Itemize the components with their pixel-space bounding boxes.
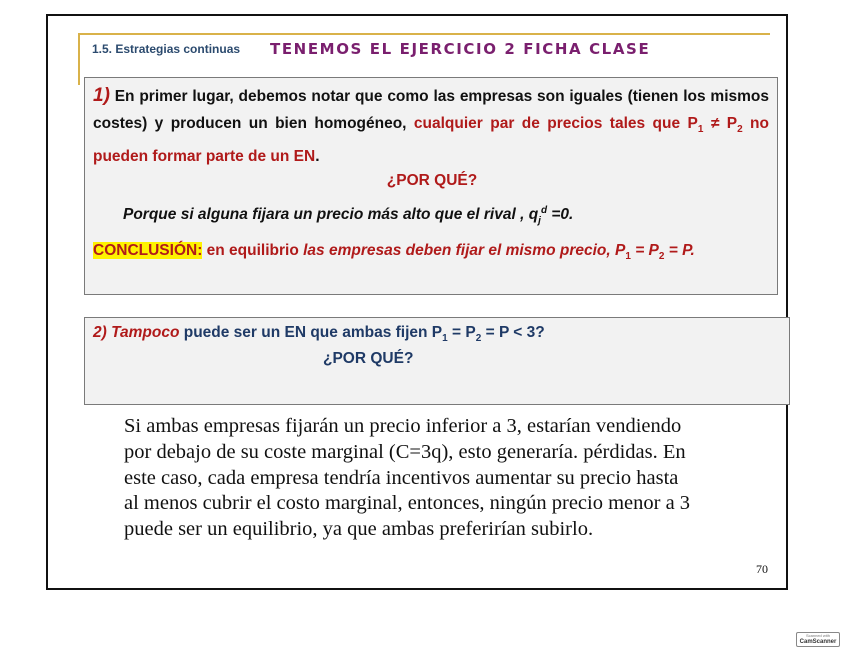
- q-italic: 2) Tampoco: [93, 324, 180, 341]
- porque-sup: d: [540, 205, 548, 216]
- explanation-box-2: [84, 317, 790, 405]
- conclusion-eq: = P: [630, 242, 659, 259]
- handwritten-note: TENEMOS EL EJERCICIO 2 FICHA CLASE: [270, 40, 651, 58]
- item-number: 1): [93, 85, 110, 106]
- badge-top: Scanned with: [805, 633, 830, 638]
- por-que-heading: ¿POR QUÉ?: [386, 172, 478, 189]
- badge-name: CamScanner: [799, 639, 837, 645]
- slide: [46, 14, 788, 590]
- paragraph-1: [93, 82, 769, 170]
- text-c: no pueden formar parte de un EN: [93, 115, 769, 166]
- explanation-box-1: [84, 77, 778, 295]
- page-number: 70: [756, 562, 768, 576]
- section-title: 1.5. Estrategias continuas: [92, 42, 241, 56]
- conclusion-b: las empresas deben fijar el mismo precio, P: [303, 242, 626, 259]
- camscanner-badge: [796, 632, 840, 647]
- porque-end: =0.: [547, 206, 574, 224]
- conclusion-label: CONCLUSIÓN:: [93, 242, 203, 259]
- conclusion-line: [93, 242, 695, 262]
- conclusion-a: en equilibrio: [202, 242, 304, 259]
- q-a: puede ser un EN que ambas fijen P: [179, 324, 443, 341]
- sub1: 1: [697, 124, 704, 136]
- conclusion-sub1: 1: [625, 251, 631, 263]
- q-eq: = P: [447, 324, 476, 341]
- conclusion-end: = P.: [664, 242, 695, 259]
- sub2: 2: [737, 124, 743, 136]
- q-sub1: 1: [442, 333, 448, 345]
- por-que-heading-2: ¿POR QUÉ?: [323, 350, 414, 367]
- conclusion-sub2: 2: [658, 251, 665, 263]
- porque-sub: j: [538, 215, 541, 227]
- text-a: En primer lugar, debemos notar que como las empresas son iguales (tienen los mismos costes) y producen un bien homogéneo,: [93, 88, 769, 132]
- answer-text: Si ambas empresas fijarán un precio inferior a 3, estarían vendiendo por debajo de su coste marginal (C=3q), esto generaría. pérdidas. En este caso, cada empresa tendría incentivos aumentar su precio hasta al menos cubrir el costo marginal, entonces, ningún precio menor a 3 puede ser un equilibrio, ya que ambas preferirían subirlo.: [124, 415, 691, 541]
- q-sub2: 2: [475, 333, 482, 345]
- question-2: [93, 324, 545, 344]
- header-rule: [78, 33, 770, 35]
- header-rule-left: [78, 33, 80, 85]
- text-b: cualquier par de precios tales que P: [413, 115, 698, 132]
- porque-line: [123, 205, 573, 226]
- period: .: [315, 148, 320, 166]
- neq: ≠ P: [703, 115, 738, 132]
- porque-text: Porque si alguna fijara un precio más alto que el rival , q: [123, 206, 539, 224]
- q-end: = P < 3?: [481, 324, 545, 341]
